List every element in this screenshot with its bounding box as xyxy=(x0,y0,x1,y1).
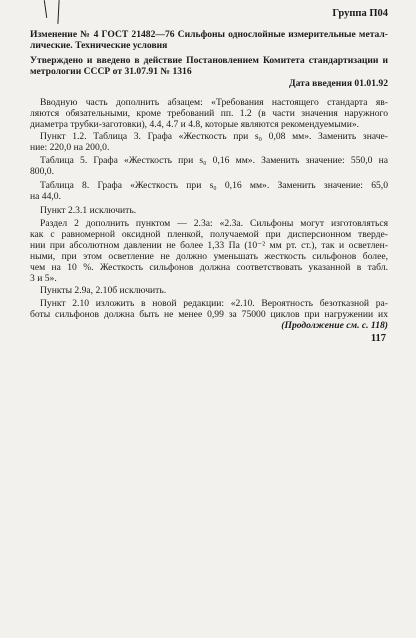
body-line: ляются обязательными, кроме требований пп. 1.2 (в части значения наружного xyxy=(30,108,388,119)
body-line: Пункты 2.9а, 2.10б исключить. xyxy=(40,285,167,296)
body-line: диаметра трубки-заготовки), 4.4, 4.7 и 4.8, которые являются рекомендуемыми». xyxy=(30,119,360,130)
approval-line: метрологии СССР от 31.07.91 № 1316 xyxy=(30,66,192,77)
continuation-note: (Продолжение см. с. 118) xyxy=(281,320,388,331)
body-line: нии при абсолютном давлении не более 1,33 Па (10⁻² мм рт. ст.), так и осветлен- xyxy=(30,240,388,251)
body-line: Пункт 1.2. Таблица 3. Графа «Жесткость при s₀ 0,08 мм». Заменить значе- xyxy=(40,131,388,142)
body-line: Таблица 8. Графа «Жесткость при s₀ 0,16 мм». Заменить значение: 65,0 xyxy=(40,180,388,191)
pen-mark xyxy=(57,0,60,24)
page-number: 117 xyxy=(370,333,386,344)
body-line: ными, при этом осветление не должно уменьшать жесткость сильфонов более, xyxy=(30,251,388,262)
title-line: Изменение № 4 ГОСТ 21482—76 Сильфоны однослойные измерительные метал- xyxy=(30,29,388,40)
group-code: Группа П04 xyxy=(332,8,388,19)
body-line: как с равномерной оксидной пленкой, получаемой при дисперсионном тверде- xyxy=(30,229,388,240)
body-line: ние: 220,0 на 200,0. xyxy=(30,142,110,153)
body-line: Пункт 2.3.1 исключить. xyxy=(40,205,137,216)
approval-line: Утверждено и введено в действие Постановлением Комитета стандартизации и xyxy=(30,55,388,66)
body-line: чем на 10 %. Жесткость сильфонов должна соответствовать указанной в табл. xyxy=(30,262,388,273)
body-line: 800,0. xyxy=(30,166,54,177)
body-line: Вводную часть дополнить абзацем: «Требования настоящего стандарта яв- xyxy=(40,97,388,108)
body-line: на 44,0. xyxy=(30,191,61,202)
title-line: лические. Технические условия xyxy=(30,40,168,51)
pen-mark xyxy=(44,0,48,18)
body-line: Пункт 2.10 изложить в новой редакции: «2.10. Вероятность безотказной ра- xyxy=(40,298,388,309)
body-line: боты сильфонов должна быть не менее 0,99 за 75000 циклов при нагружении их xyxy=(30,309,388,320)
effective-date: Дата введения 01.01.92 xyxy=(288,78,388,89)
body-line: 3 и 5». xyxy=(30,273,57,284)
body-line: Раздел 2 дополнить пунктом — 2.3а: «2.3а. Сильфоны могут изготовляться xyxy=(40,218,388,229)
body-line: Таблица 5. Графа «Жесткость при s₀ 0,16 мм». Заменить значение: 550,0 на xyxy=(40,155,388,166)
